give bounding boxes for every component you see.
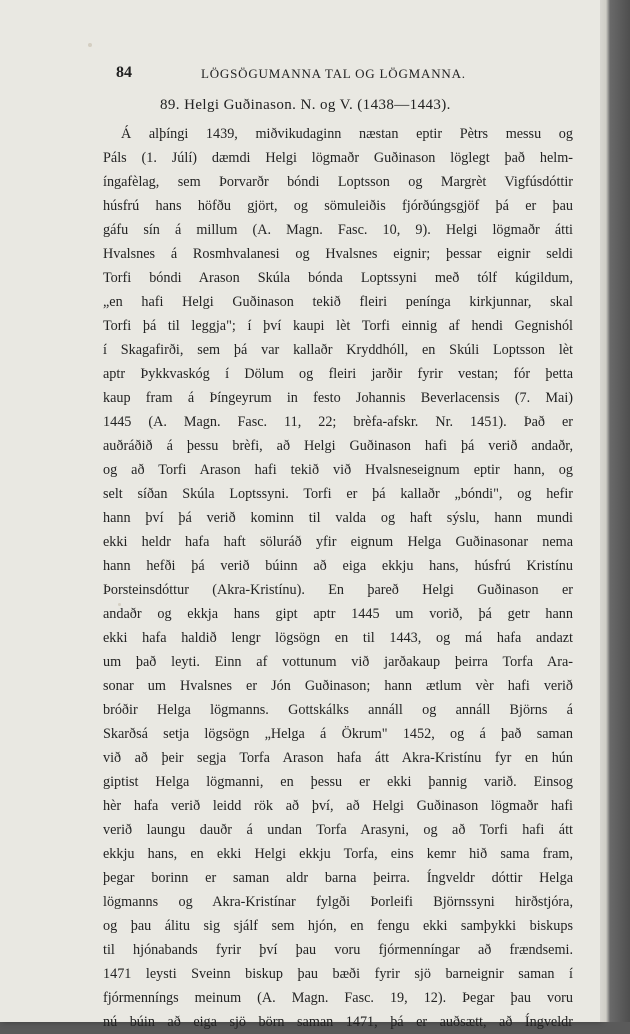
body-line: andaðr og ekkja hans gipt aptr 1445 um vorið, þá getr hann (103, 606, 573, 622)
body-line: þegar borinn er saman aldr barna þeirra. Íngveldr dóttir Helga (103, 870, 573, 886)
body-line: Torfi þá til leggja"; í því kaupi lèt Torfi einnig af hendi Gegnishól (103, 318, 573, 334)
page-number: 84 (116, 64, 132, 81)
body-line: í Skagafirði, sem þá var kallaðr Kryddhóll, en Skúli Loptsson lèt (103, 342, 573, 358)
section-title: 89. Helgi Guðinason. N. og V. (1438—1443). (160, 97, 451, 113)
page-header (116, 64, 576, 84)
body-line: og að Torfi Arason hafi tekið við Hvalsneseignum eptir hann, og (103, 462, 573, 478)
body-line: hann því þá verið kominn til valda og haft sýslu, hann mundi (103, 510, 573, 526)
body-line: Páls (1. Júlí) dæmdi Helgi lögmaðr Guðinason löglegt það helm- (103, 150, 573, 166)
body-line: lögmanns og Akra-Kristínar fylgði Þorleifi Björnssyni hirðstjóra, (103, 894, 573, 910)
body-line: 1471 leysti Sveinn biskup þau bæði fyrir sjö barneignir saman í (103, 966, 573, 982)
body-line: 1445 (A. Magn. Fasc. 11, 22; brèfa-afskr. Nr. 1451). Það er (103, 414, 573, 430)
body-line: bróðir Helga lögmanns. Gottskálks annáll og annáll Björns á (103, 702, 573, 718)
body-line: hèr hafa verið leidd rök að því, að Helgi Guðinason lögmaðr hafi (103, 798, 573, 814)
body-line: selt síðan Skúla Loptssyni. Torfi er þá kallaðr „bóndi", og hefir (103, 486, 573, 502)
body-line: húsfrú hans höfðu gjört, og sömuleiðis fjórðúngsgjöf þá er þau (103, 198, 573, 214)
body-line: Hvalsnes á Rosmhvalanesi og Hvalsnes eignir; þessar eignir seldi (103, 246, 573, 262)
body-line: verið laungu dauðr á undan Torfa Arasyni, og að Torfi hafi átt (103, 822, 573, 838)
body-line: Torfi bóndi Arason Skúla bónda Loptssyni með tólf kúgildum, (103, 270, 573, 286)
body-line: íngafèlag, sem Þorvarðr bóndi Loptsson og Margrèt Vigfúsdóttir (103, 174, 573, 190)
body-line: hann hefði þá verið búinn að eiga ekkju hans, húsfrú Kristínu (103, 558, 573, 574)
body-line: við að þeir segja Torfa Arason hafa átt Akra-Kristínu fyr en hún (103, 750, 573, 766)
body-line: fjórmenníngs meinum (A. Magn. Fasc. 19, 12). Þegar þau voru (103, 990, 573, 1006)
body-line: og þau álitu sig sjálf sem hjón, en fengu ekki samþykki biskups (103, 918, 573, 934)
body-line: aptr Þykkvaskóg í Dölum og fleiri jarðir fyrir vestan; fór þetta (103, 366, 573, 382)
running-head: LÖGSÖGUMANNA TAL OG LÖGMANNA. (201, 66, 466, 81)
body-line: til hjónabands fyrir því þau voru fjórmenníngar að frændsemi. (103, 942, 573, 958)
body-line: ekki hafa haldið lengr lögsögn en til 1443, og má hafa andazt (103, 630, 573, 646)
body-line: sonar um Hvalsnes er Jón Guðinason; hann ætlum vèr hafi verið (103, 678, 573, 694)
paper-spot (88, 43, 92, 47)
body-line: „en hafi Helgi Guðinason tekið fleiri penínga kirkjunnar, skal (103, 294, 573, 310)
body-text (103, 122, 573, 1034)
body-line: Á alþíngi 1439, miðvikudaginn næstan eptir Pètrs messu og (121, 126, 573, 142)
body-line: nú búin að eiga sjö börn saman 1471, þá er auðsætt, að Íngveldr (103, 1014, 573, 1030)
page-edge (600, 0, 630, 1022)
body-line: auðráðið á þessu brèfi, að Helgi Guðinason hafi þá verið andaðr, (103, 438, 573, 454)
body-line: giptist Helga lögmanni, en þessu er ekki þannig varið. Einsog (103, 774, 573, 790)
body-line: um það leyti. Einn af vottunum við jarðakaup þeirra Torfa Ara- (103, 654, 573, 670)
body-line: Skarðsá setja lögsögn „Helga á Ökrum" 1452, og á það saman (103, 726, 573, 742)
body-line: kaup fram á Þíngeyrum in festo Johannis Beverlacensis (7. Mai) (103, 390, 573, 406)
body-line: Þorsteinsdóttur (Akra-Kristínu). En þareð Helgi Guðinason er (103, 582, 573, 598)
body-line: ekki heldr hafa haft söluráð yfir eignum Helga Guðinasonar nema (103, 534, 573, 550)
body-line: ekkju hans, en ekki Helgi ekkju Torfa, eins kemr hið sama fram, (103, 846, 573, 862)
body-line: gáfu sín á millum (A. Magn. Fasc. 10, 9). Helgi lögmaðr átti (103, 222, 573, 238)
